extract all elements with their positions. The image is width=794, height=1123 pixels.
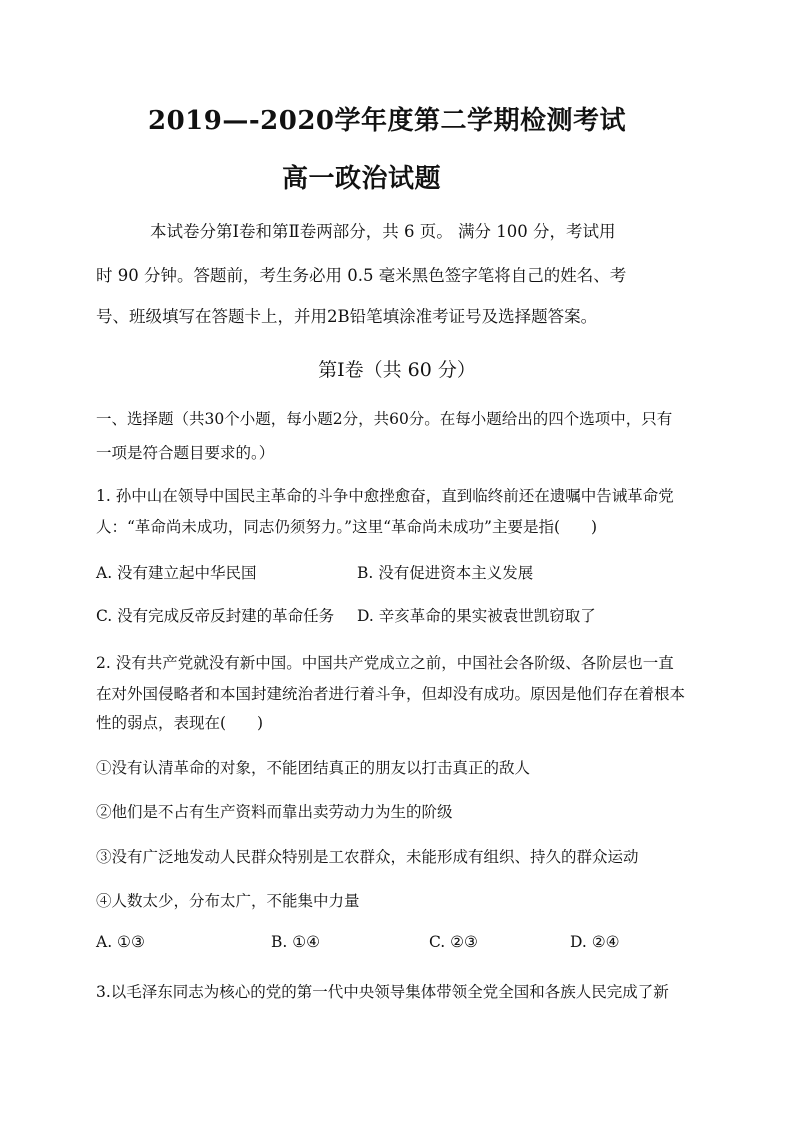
question-2-stem: 性的弱点，表现在( ) [96,714,264,732]
question-2-option-a: A. ①③ [96,933,145,951]
question-1-option-c: C. 没有完成反帝反封建的革命任务 [96,607,335,625]
intro-line: 本试卷分第Ⅰ卷和第Ⅱ卷两部分，共 6 页。 满分 100 分，考试用 [150,222,616,241]
intro-line: 号、班级填写在答题卡上，并用2B铅笔填涂准考证号及选择题答案。 [96,307,598,326]
exam-title: 2019—-2020学年度第二学期检测考试 [148,106,627,136]
question-2-option-b: B. ①④ [271,933,321,951]
question-1-option-a: A. 没有建立起中华民国 [96,564,257,582]
section-instruction: 一、选择题（共30个小题，每小题2分，共60分。在每小题给出的四个选项中，只有 [96,410,673,428]
question-3-stem: 3.以毛泽东同志为核心的党的第一代中央领导集体带领全党全国和各族人民完成了新 [96,983,669,1001]
question-2-stem: 2. 没有共产党就没有新中国。中国共产党成立之前，中国社会各阶级、各阶层也一直 [96,654,674,672]
question-1-stem: 1. 孙中山在领导中国民主革命的斗争中愈挫愈奋，直到临终前还在遗嘱中告诫革命党 [96,487,674,505]
exam-subtitle: 高一政治试题 [282,164,442,194]
part-one-title: 第Ⅰ卷（共 60 分） [318,359,476,381]
intro-line: 时 90 分钟。答题前，考生务必用 0.5 毫米黑色签字笔将自己的姓名、考 [96,266,627,285]
question-2-statement: ①没有认清革命的对象，不能团结真正的朋友以打击真正的敌人 [96,759,531,777]
question-1-stem: 人：“革命尚未成功，同志仍须努力。”这里“革命尚未成功”主要是指( ) [96,518,598,536]
question-1-option-b: B. 没有促进资本主义发展 [357,564,534,582]
section-instruction: 一项是符合题目要求的。） [96,444,275,462]
question-2-statement: ③没有广泛地发动人民群众特别是工农群众，未能形成有组织、持久的群众运动 [96,848,639,866]
question-2-option-d: D. ②④ [570,933,620,951]
question-2-statement: ②他们是不占有生产资料而靠出卖劳动力为生的阶级 [96,803,453,821]
question-2-stem: 在对外国侵略者和本国封建统治者进行着斗争，但却没有成功。原因是他们存在着根本 [96,685,686,703]
question-1-option-d: D. 辛亥革命的果实被袁世凯窃取了 [357,607,596,625]
question-2-option-c: C. ②③ [429,933,478,951]
question-2-statement: ④人数太少，分布太广，不能集中力量 [96,892,360,910]
